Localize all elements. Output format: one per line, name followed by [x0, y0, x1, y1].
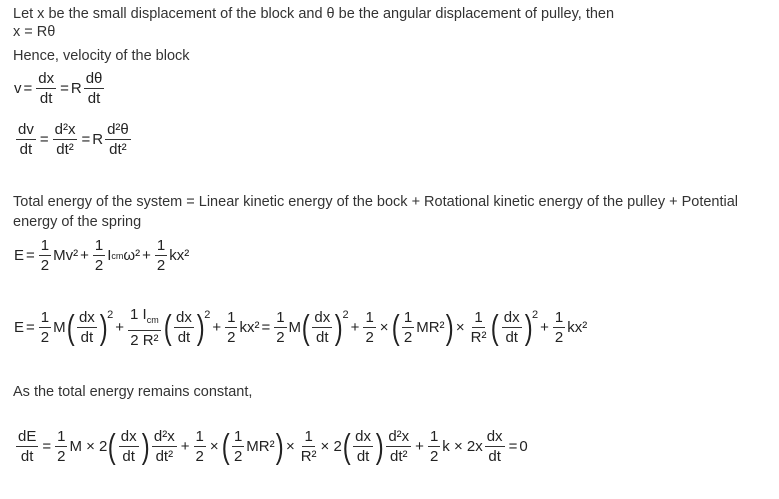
velocity-equation: v = $\frac{dx}{dt}$ = R $\frac{d\theta}{dt}$	[14, 70, 103, 107]
energy-equation-1: E = $\frac{1}{2}$ Mv² + $\frac{1}{2}$ I cm ω² + $\frac{1}{2}$ kx²	[14, 237, 190, 274]
hence-velocity-text: Hence, velocity of the block	[13, 48, 190, 64]
acceleration-equation: $\frac{dv}{dt}$ = $\frac{\text{d²x}}{\text{dt²}}$ = R $\frac{\text{d²θ}}{\text{dt²}}$	[18, 121, 129, 158]
intro-text: Let x be the small displacement of the block and θ be the angular displacement of pulley, then	[13, 6, 615, 22]
equation-x-r-theta: x = Rθ	[13, 24, 56, 40]
derivative-equation: $\frac{dE}{dt}$ = $\frac{1}{2}$ M × 2 ( $\frac{dx}{dt}$ ) $\frac{\text{d²x}}{\text{dt²}}$ + $\frac{1}{2}$ × ( $\frac{1}{2}$ MR² ) × $\frac{1}{\text{R²}}$ × 2 ( $\frac{dx}{dt}$ ) $\frac{\text{d²x}}{\text{dt²}}$ + $\frac{1}{2}$ k × 2x $\frac{dx}{dt}$ = 0	[18, 427, 528, 466]
total-energy-text: Total energy of the system = Linear kinetic energy of the bock + Rotational kinetic energy of the pulley + Potential energy of the spring	[13, 194, 739, 230]
constant-energy-text: As the total energy remains constant,	[13, 384, 253, 400]
energy-equation-2: E = $\frac{1}{2}$ M ( $\frac{dx}{dt}$ ) 2 + $\frac{1 I_{cm}}{\text{2 R²}}$ ( $\frac{dx}{dt}$ ) 2 + $\frac{1}{2}$ kx² = $\frac{1}{2}$ M ( $\frac{dx}{dt}$ ) 2 + $\frac{1}{2}$ × ( $\frac{1}{2}$ MR² ) × $\frac{1}{\text{R²}}$ ( $\frac{dx}{dt}$ ) 2 + $\frac{1}{2}$ kx²	[14, 306, 588, 349]
